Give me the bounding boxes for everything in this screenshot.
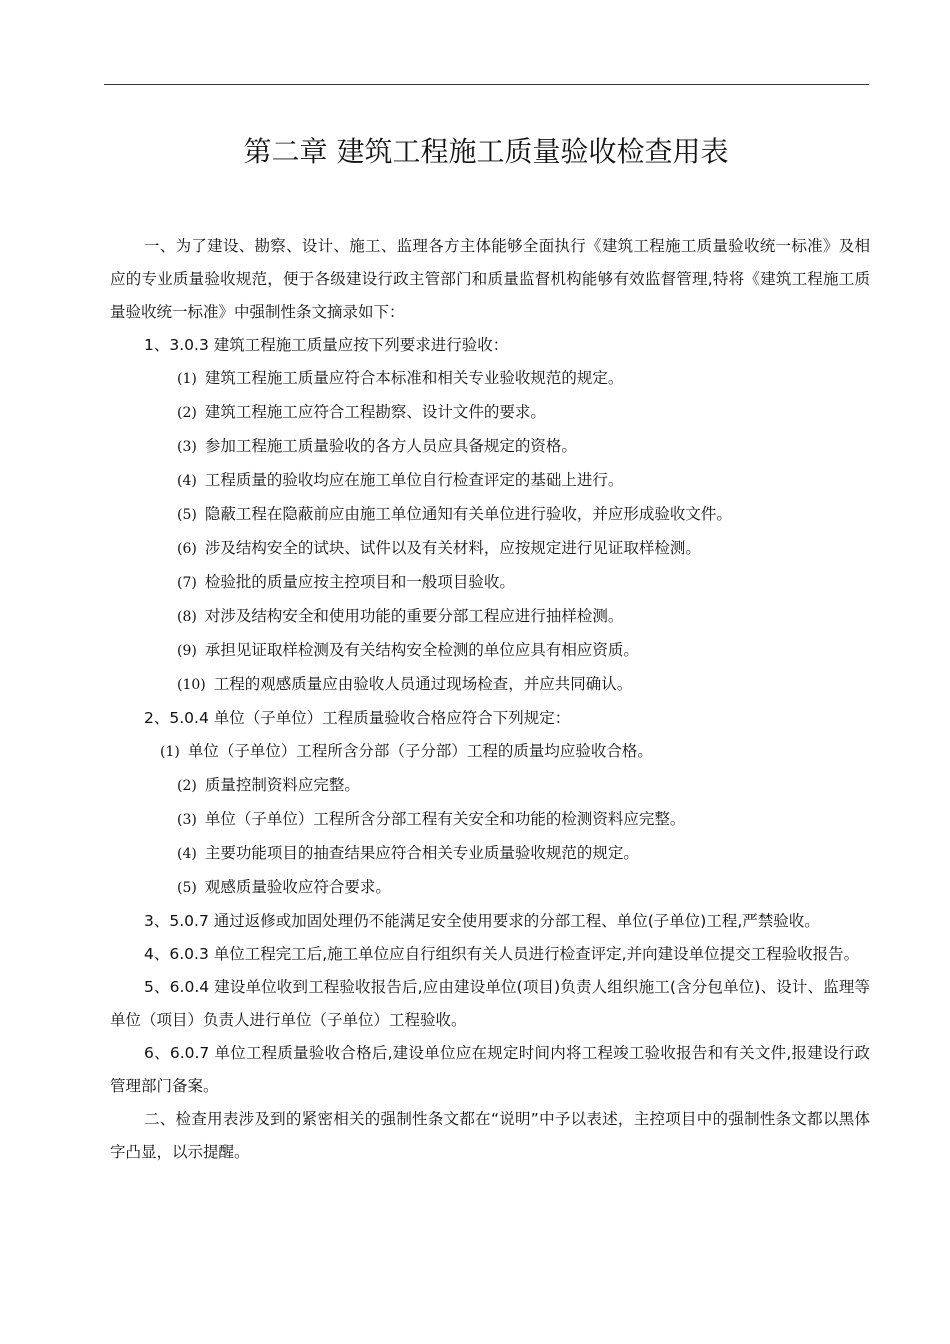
list-item: (1) 建筑工程施工质量应符合本标准和相关专业验收规范的规定。 (177, 369, 624, 387)
list-item: (5) 观感质量验收应符合要求。 (177, 878, 391, 896)
list-item: (2) 质量控制资料应完整。 (177, 776, 360, 794)
section-5-paragraph: 5、6.0.4 建设单位收到工程验收报告后,应由建设单位(项目)负责人组织施工(含分包单位)、设计、监理等单位（项目）负责人进行单位（子单位）工程验收。 (110, 978, 870, 1029)
list-item: (8) 对涉及结构安全和使用功能的重要分部工程应进行抽样检测。 (177, 607, 624, 625)
list-item: (4) 主要功能项目的抽查结果应符合相关专业质量验收规范的规定。 (177, 844, 639, 862)
list-item: (6) 涉及结构安全的试块、试件以及有关材料，应按规定进行见证取样检测。 (177, 539, 701, 557)
list-item: (9) 承担见证取样检测及有关结构安全检测的单位应具有相应资质。 (177, 641, 639, 659)
section-2-heading: 2、5.0.4 单位（子单位）工程质量验收合格应符合下列规定： (144, 709, 571, 727)
section-1-heading: 1、3.0.3 建筑工程施工质量应按下列要求进行验收： (144, 336, 509, 354)
closing-paragraph: 二、检查用表涉及到的紧密相关的强制性条文都在“说明”中予以表述，主控项目中的强制性条文都以黑体字凸显，以示提醒。 (110, 1110, 870, 1161)
list-item: (2) 建筑工程施工应符合工程勘察、设计文件的要求。 (177, 403, 546, 421)
list-item: (1) 单位（子单位）工程所含分部（子分部）工程的质量均应验收合格。 (160, 742, 653, 760)
page-title: 第二章 建筑工程施工质量验收检查用表 (243, 135, 729, 168)
section-3-paragraph: 3、5.0.7 通过返修或加固处理仍不能满足安全使用要求的分部工程、单位(子单位)工程,严禁验收。 (144, 912, 820, 930)
list-item: (10) 工程的观感质量应由验收人员通过现场检查，并应共同确认。 (177, 675, 633, 693)
section-1-list (110, 362, 870, 702)
list-item: (7) 检验批的质量应按主控项目和一般项目验收。 (177, 573, 515, 591)
list-item: (4) 工程质量的验收均应在施工单位自行检查评定的基础上进行。 (177, 471, 624, 489)
list-item: (3) 单位（子单位）工程所含分部工程有关安全和功能的检测资料应完整。 (177, 810, 686, 828)
header-rule (104, 84, 869, 85)
list-item: (5) 隐蔽工程在隐蔽前应由施工单位通知有关单位进行验收，并应形成验收文件。 (177, 505, 732, 523)
list-item: (3) 参加工程施工质量验收的各方人员应具备规定的资格。 (177, 437, 577, 455)
section-6-paragraph: 6、6.0.7 单位工程质量验收合格后,建设单位应在规定时间内将工程竣工验收报告和有关文件,报建设行政管理部门备案。 (110, 1044, 870, 1095)
section-4-paragraph: 4、6.0.3 单位工程完工后,施工单位应自行组织有关人员进行检查评定,并向建设单位提交工程验收报告。 (144, 945, 860, 963)
intro-paragraph: 一、为了建设、勘察、设计、施工、监理各方主体能够全面执行《建筑工程施工质量验收统一标准》及相应的专业质量验收规范，便于各级建设行政主管部门和质量监督机构能够有效监督管理,特将《建筑工程施工质量验收统一标准》中强制性条文摘录如下： (110, 237, 870, 321)
document-body (110, 230, 870, 1169)
section-2-list (110, 735, 870, 905)
